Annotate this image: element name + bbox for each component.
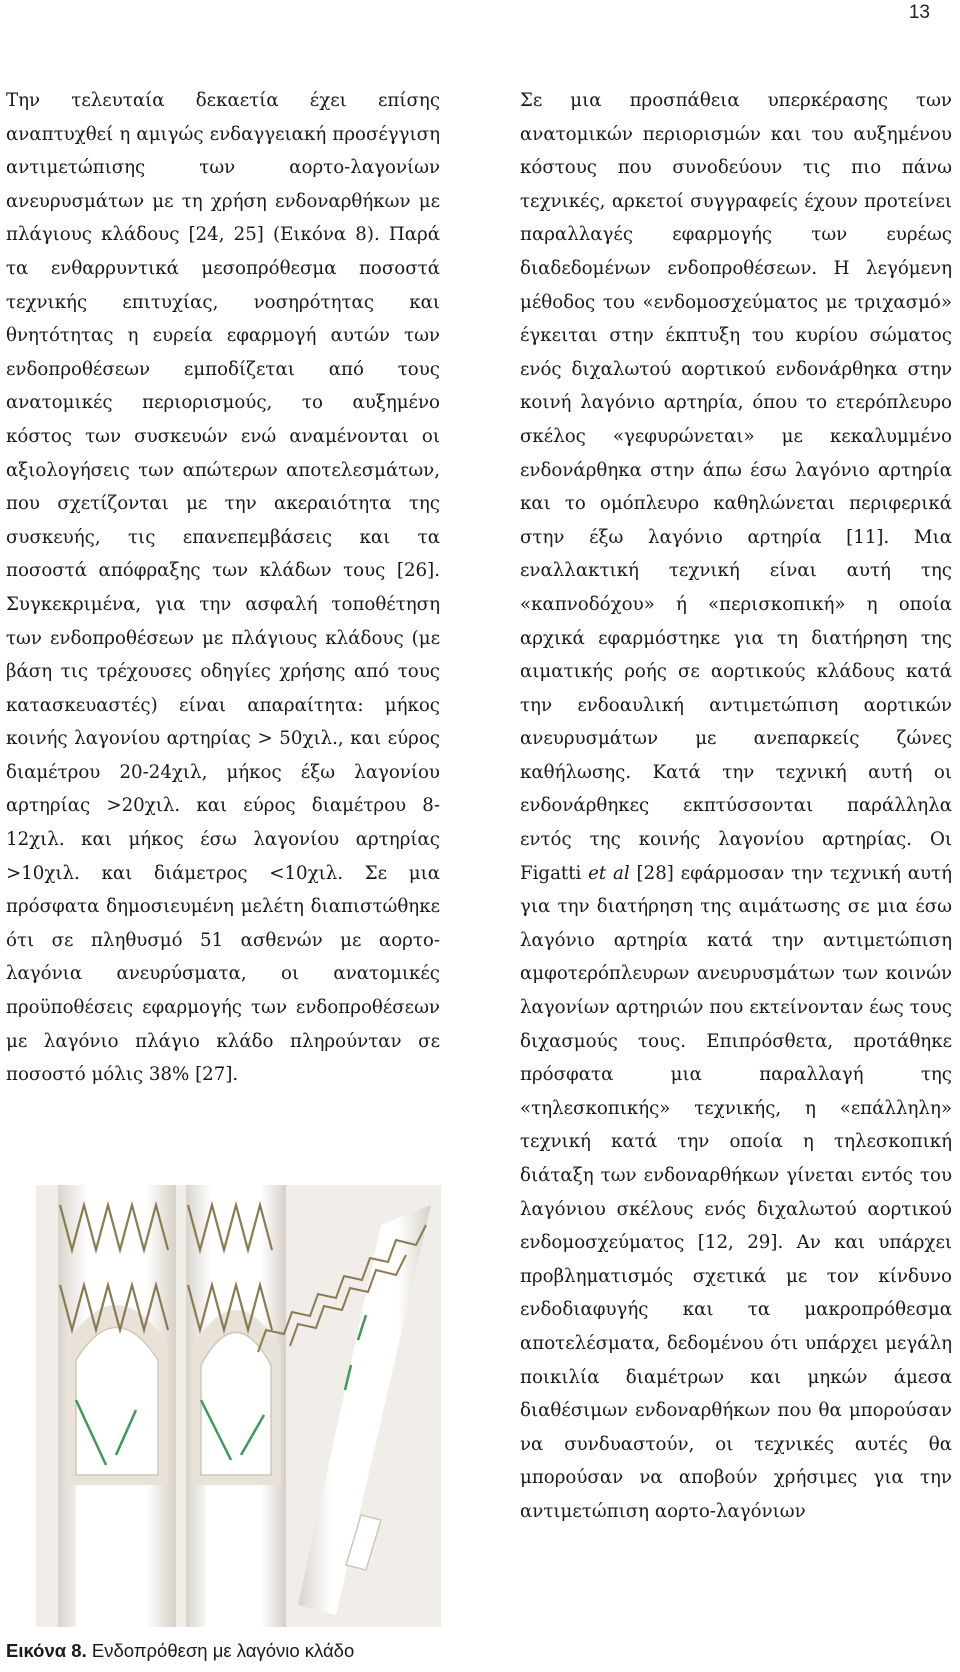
figure-caption (6, 1640, 354, 1662)
stent-graft-figure (36, 1185, 441, 1627)
et-al-italic: et al (588, 862, 630, 884)
graft-body-middle (186, 1185, 286, 1627)
stent-graft-illustration (36, 1185, 441, 1627)
caption-label: Εικόνα 8. (6, 1640, 87, 1661)
right-column-text (520, 84, 952, 1529)
graft-body-left (58, 1185, 176, 1627)
left-column (6, 84, 440, 1092)
right-text-part1: Σε μια προσπάθεια υπερκέρασης των ανατομικών περιορισμών και του αυξημένου κόστους που συνοδεύουν τις πιο πάνω τεχνικές, αρκετοί συγγραφείς έχουν προτείνει παραλλαγές εφαρμογής των ευρέως διαδεδομένων ενδοπροθέσεων. Η λεγόμενη μέθοδος του «ενδομοσχεύματος με τριχασμό» έγκειται στην έκπτυξη του κυρίου σώματος ενός διχαλωτού αορτικού ενδονάρθηκα στην κοινή λαγόνιο αρτηρία, όπου το ετερόπλευρο σκέλος «γεφυρώνεται» με κεκαλυμμένο ενδονάρθηκα στην άπω έσω λαγόνιο αρτηρία και το ομόπλευρο καθηλώνεται περιφερικά στην έξω λαγόνιο αρτηρία [11]. Μια εναλλακτική τεχνική είναι αυτή της «καπνοδόχου» ή «περισκοπική» η οποία αρχικά εφαρμόστηκε για τη διατήρηση της αιματικής ροής σε αορτικούς κλάδους κατά την ενδοαυλική αντιμετώπιση αορτικών ανευρυσμάτων με ανεπαρκείς ζώνες καθήλωσης. Κατά την τεχνική αυτή οι ενδονάρθηκες εκπτύσσονται παράλληλα εντός της κοινής λαγονίου αρτηρίας. Οι Figatti (520, 90, 952, 884)
page-number: 13 (908, 2, 930, 23)
right-column (520, 84, 952, 1529)
caption-text: Ενδοπρόθεση με λαγόνιο κλάδο (86, 1640, 355, 1661)
left-column-text: Την τελευταία δεκαετία έχει επίσης αναπτυχθεί η αμιγώς ενδαγγειακή προσέγγιση αντιμετώπισης των αορτο-λαγονίων ανευρυσμάτων με τη χρήση ενδοναρθήκων με πλάγιους κλάδους [24, 25] (Εικόνα 8). Παρά τα ενθαρρυντικά μεσοπρόθεσμα ποσοστά τεχνικής επιτυχίας, νοσηρότητας και θνητότητας η ευρεία εφαρμογή αυτών των ενδοπροθέσεων εμποδίζεται από τους ανατομικές περιορισμούς, το αυξημένο κόστος των συσκευών ενώ αναμένονται οι αξιολογήσεις των απώτερων αποτελεσμάτων, που σχετίζονται με την ακεραιότητα της συσκευής, τις επανεπεμβάσεις και τα ποσοστά απόφραξης των κλάδων τους [26]. Συγκεκριμένα, για την ασφαλή τοποθέτηση των ενδοπροθέσεων με πλάγιους κλάδους (με βάση τις τρέχουσες οδηγίες χρήσης από τους κατασκευαστές) είναι απαραίτητα: μήκος κοινής λαγονίου αρτηρίας > 50χιλ., και εύρος διαμέτρου 20-24χιλ, μήκος έξω λαγονίου αρτηρίας >20χιλ. και εύρος διαμέτρου 8-12χιλ. και μήκος έσω λαγονίου αρτηρίας >10χιλ. και διάμετρος <10χιλ. Σε μια πρόσφατα δημοσιευμένη μελέτη διαπιστώθηκε ότι σε πληθυσμό 51 ασθενών με αορτο-λαγόνια ανευρύσματα, οι ανατομικές προϋποθέσεις εφαρμογής των ενδοπροθέσεων με λαγόνιο πλάγιο κλάδο πληρούνταν σε ποσοστό μόλις 38% [27]. (6, 90, 440, 1086)
right-text-part2: [28] εφάρμοσαν την τεχνική αυτή για την διατήρηση της αιμάτωσης σε μια έσω λαγόνιο αρτηρία κατά την αντιμετώπιση αμφοτερόπλευρων ανευρυσμάτων των κοινών λαγονίων αρτηριών που εκτείνονταν έως τους διχασμούς τους. Επιπρόσθετα, προτάθηκε πρόσφατα μια παραλλαγή της «τηλεσκοπικής» τεχνικής, η «επάλληλη» τεχνική κατά την οποία η τηλεσκοπική διάταξη των ενδοναρθήκων γίνεται εντός του λαγόνιου σκέλους ενός διχαλωτού αορτικού ενδομοσχεύματος [12, 29]. Αν και υπάρχει προβληματισμός σχετικά με τον κίνδυνο ενδοδιαφυγής και τα μακροπρόθεσμα αποτελέσματα, δεδομένου ότι υπάρχει μεγάλη ποικιλία διαμέτρων και μηκών άμεσα διαθέσιμων ενδοναρθήκων που θα μπορούσαν να συνδυαστούν, οι τεχνικές αυτές θα μπορούσαν να αποβούν χρήσιμες για την αντιμετώπιση αορτο-λαγόνιων (520, 862, 953, 1522)
